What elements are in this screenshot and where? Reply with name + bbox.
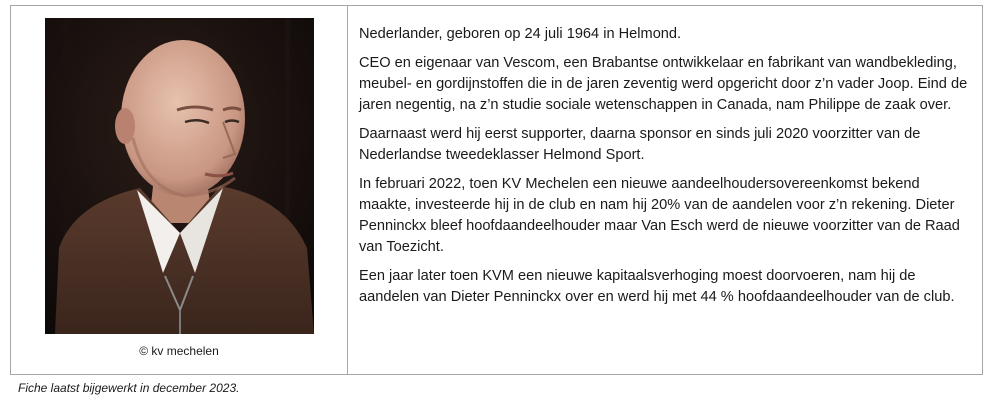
profile-card bbox=[10, 5, 983, 375]
portrait-illustration bbox=[45, 18, 314, 334]
biography-text bbox=[359, 24, 971, 316]
bio-paragraph-birth: Nederlander, geboren op 24 juli 1964 in Helmond. bbox=[359, 26, 682, 42]
photo-credit: © kv mechelen bbox=[139, 344, 219, 358]
last-updated-note: Fiche laatst bijgewerkt in december 2023. bbox=[18, 381, 240, 395]
bio-paragraph-majority-shareholder: Een jaar later toen KVM een nieuwe kapitaalsverhoging moest doorvoeren, nam hij de aandelen van Dieter Penninckx over en werd hij met 44 % hoofdaandeelhouder van de club. bbox=[359, 268, 955, 305]
bio-paragraph-helmond-sport: Daarnaast werd hij eerst supporter, daarna sponsor en sinds juli 2020 voorzitter van de Nederlandse tweedeklasser Helmond Sport. bbox=[359, 126, 921, 163]
portrait-photo bbox=[45, 18, 314, 334]
column-divider bbox=[347, 6, 348, 374]
bio-paragraph-vescom: CEO en eigenaar van Vescom, een Brabantse ontwikkelaar en fabrikant van wandbekleding, meubel- en gordijnstoffen die in de jaren zeventig werd opgericht door z’n vader Joop. Eind de jaren negentig, na z’n studie sociale wetenschappen in Canada, nam Philippe de zaak over. bbox=[359, 55, 968, 113]
bio-paragraph-kv-mechelen-investment: In februari 2022, toen KV Mechelen een nieuwe aandeelhoudersovereenkomst bekend maakte, investeerde hij in de club en nam hij 20% van de aandelen voor z’n rekening. Dieter Penninckx bleef hoofdaandeelhouder maar Van Esch werd de nieuwe voorzitter van de Raad van Toezicht. bbox=[359, 176, 960, 255]
